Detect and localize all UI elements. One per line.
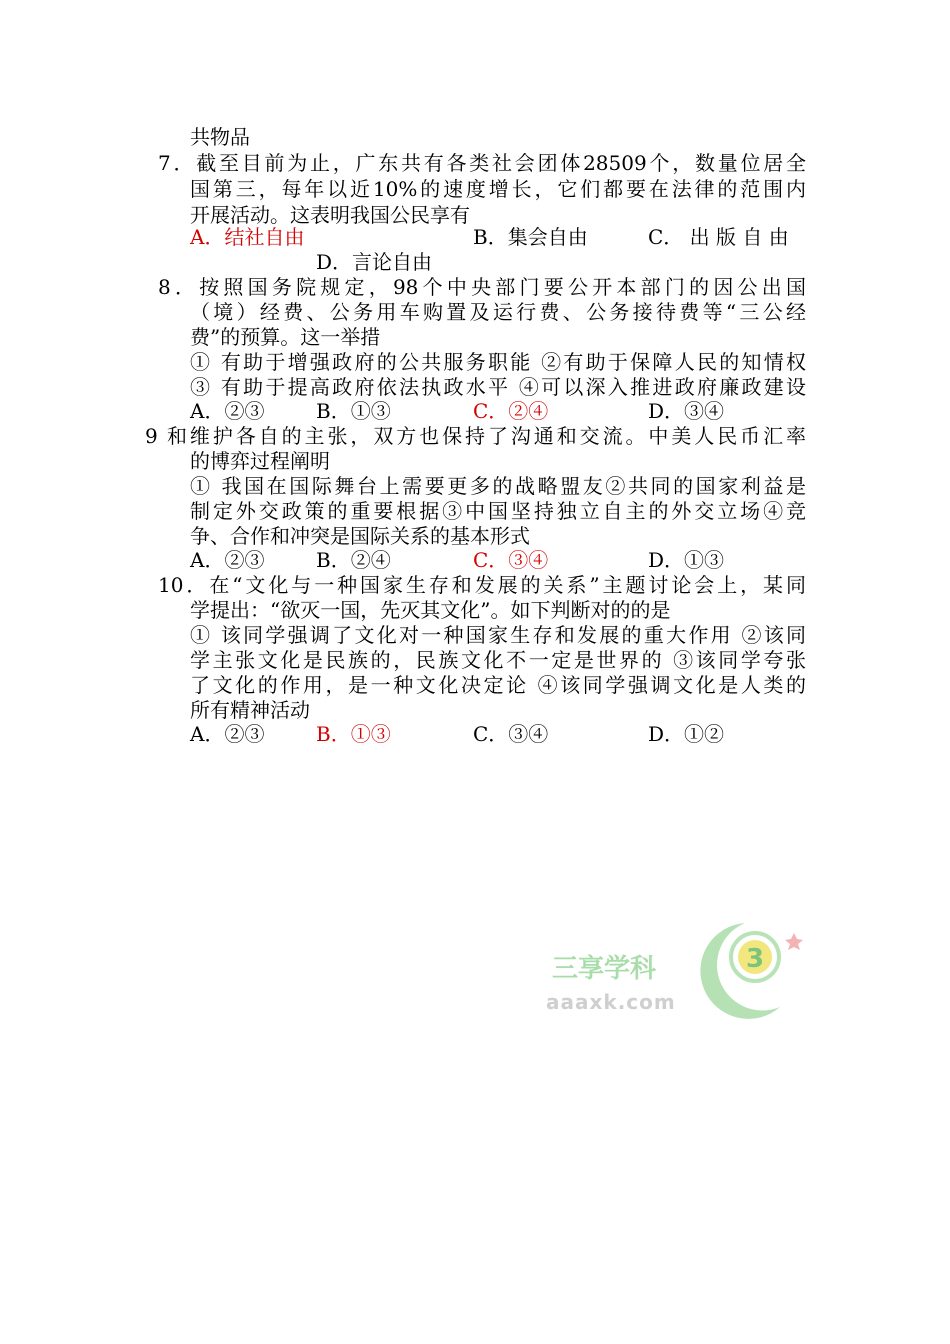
question-line: 7．截至目前为止，广东共有各类社会团体28509个，数量位居全 xyxy=(158,151,806,175)
option-c: C．③④ xyxy=(473,548,549,572)
option-d: D．言论自由 xyxy=(316,250,433,274)
option-d: D．①② xyxy=(648,722,725,746)
option-b: B．集会自由 xyxy=(473,225,588,249)
url-text: aaaxk.com xyxy=(546,990,676,1014)
question-line: 开展活动。这表明我国公民享有 xyxy=(190,203,470,227)
question-line: 所有精神活动 xyxy=(190,698,310,722)
question-line: 费”的预算。这一举措 xyxy=(190,325,381,349)
option-a: A．②③ xyxy=(190,399,265,423)
question-line: 学主张文化是民族的，民族文化不一定是世界的 ③该同学夸张 xyxy=(190,648,806,672)
question-line: 学提出：“欲灭一国，先灭其文化”。如下判断对的的是 xyxy=(190,598,671,622)
option-c: C．③④ xyxy=(473,722,549,746)
option-a: A．②③ xyxy=(190,548,265,572)
badge-number: 3 xyxy=(745,944,765,974)
question-line: ① 该同学强调了文化对一种国家生存和发展的重大作用 ②该同 xyxy=(190,623,806,647)
star-icon xyxy=(785,933,803,950)
option-d: D．③④ xyxy=(648,399,725,423)
option-c: C． 出 版 自 由 xyxy=(648,225,789,249)
logo-graphic xyxy=(540,915,810,1020)
question-line: ③ 有助于提高政府依法执政水平 ④可以深入推进政府廉政建设 xyxy=(190,375,806,399)
question-line: 10．在“文化与一种国家生存和发展的关系”主题讨论会上，某同 xyxy=(158,573,806,597)
watermark-logo xyxy=(540,915,810,1020)
option-a: A．结社自由 xyxy=(190,225,305,249)
question-line: 8．按照国务院规定，98个中央部门要公开本部门的因公出国 xyxy=(158,275,806,299)
question-line: 的博弈过程阐明 xyxy=(190,449,330,473)
option-d: D．①③ xyxy=(648,548,725,572)
question-line: 制定外交政策的重要根据③中国坚持独立自主的外交立场④竞 xyxy=(190,499,806,523)
continuation-text: 共物品 xyxy=(190,125,250,149)
option-a: A．②③ xyxy=(190,722,265,746)
question-line: 了文化的作用，是一种文化决定论 ④该同学强调文化是人类的 xyxy=(190,673,806,697)
question-line: ① 有助于增强政府的公共服务职能 ②有助于保障人民的知情权 xyxy=(190,350,806,374)
question-line: ① 我国在国际舞台上需要更多的战略盟友②共同的国家利益是 xyxy=(190,474,806,498)
question-line: （境）经费、公务用车购置及运行费、公务接待费等“三公经 xyxy=(190,300,806,324)
option-b: B．①③ xyxy=(316,722,391,746)
question-line: 国第三，每年以近10%的速度增长，它们都要在法律的范围内 xyxy=(190,177,806,201)
option-b: B．②④ xyxy=(316,548,391,572)
option-c: C．②④ xyxy=(473,399,549,423)
brand-text: 三享学科 xyxy=(552,954,657,984)
question-line: 9 和维护各自的主张，双方也保持了沟通和交流。中美人民币汇率 xyxy=(145,424,806,448)
option-b: B．①③ xyxy=(316,399,391,423)
question-line: 争、合作和冲突是国际关系的基本形式 xyxy=(190,524,530,548)
